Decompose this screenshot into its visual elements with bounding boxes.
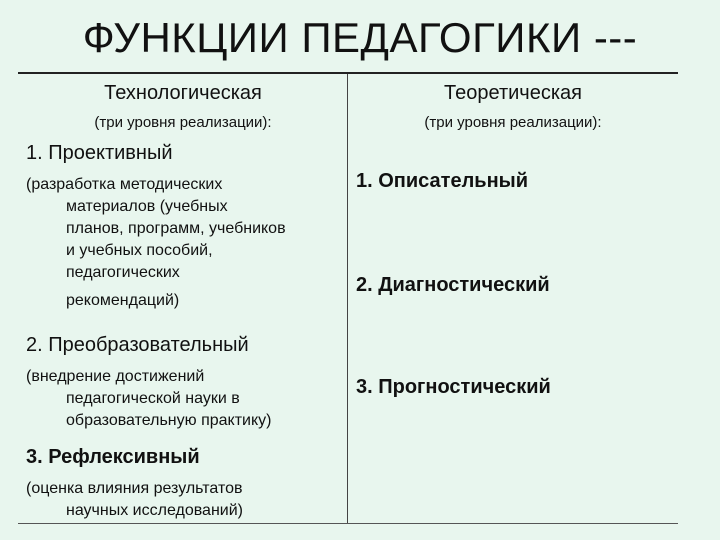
left-column-header: Технологическая [104,82,262,104]
left-item-title: 1. Проективный [26,142,173,164]
desc-line: и учебных пособий, [66,242,213,259]
right-item-title: 1. Описательный [356,170,529,192]
desc-line: образовательную практику) [66,412,272,429]
right-column-header: Теоретическая [444,82,582,104]
left-item-description [26,366,346,432]
left-item-description [26,478,346,522]
desc-line: педагогических [66,264,180,281]
desc-line: рекомендаций) [66,292,180,309]
desc-line: материалов (учебных [66,198,228,215]
right-item-title: 3. Прогностический [356,376,551,398]
functions-table [18,72,678,524]
left-item-title: 2. Преобразовательный [26,334,249,356]
left-item-description [26,174,346,312]
desc-line: (разработка методических [26,176,223,193]
column-divider [347,74,348,523]
left-item-title: 3. Рефлексивный [26,446,200,468]
right-column-subheader: (три уровня реализации): [424,114,602,131]
page-title: ФУНКЦИИ ПЕДАГОГИКИ --- [82,14,638,61]
desc-line: (оценка влияния результатов [26,480,243,497]
left-column-subheader: (три уровня реализации): [94,114,272,131]
desc-line: педагогической науки в [66,390,240,407]
desc-line: (внедрение достижений [26,368,205,385]
desc-line: научных исследований) [66,502,243,519]
desc-line: планов, программ, учебников [66,220,286,237]
right-item-title: 2. Диагностический [356,274,550,296]
